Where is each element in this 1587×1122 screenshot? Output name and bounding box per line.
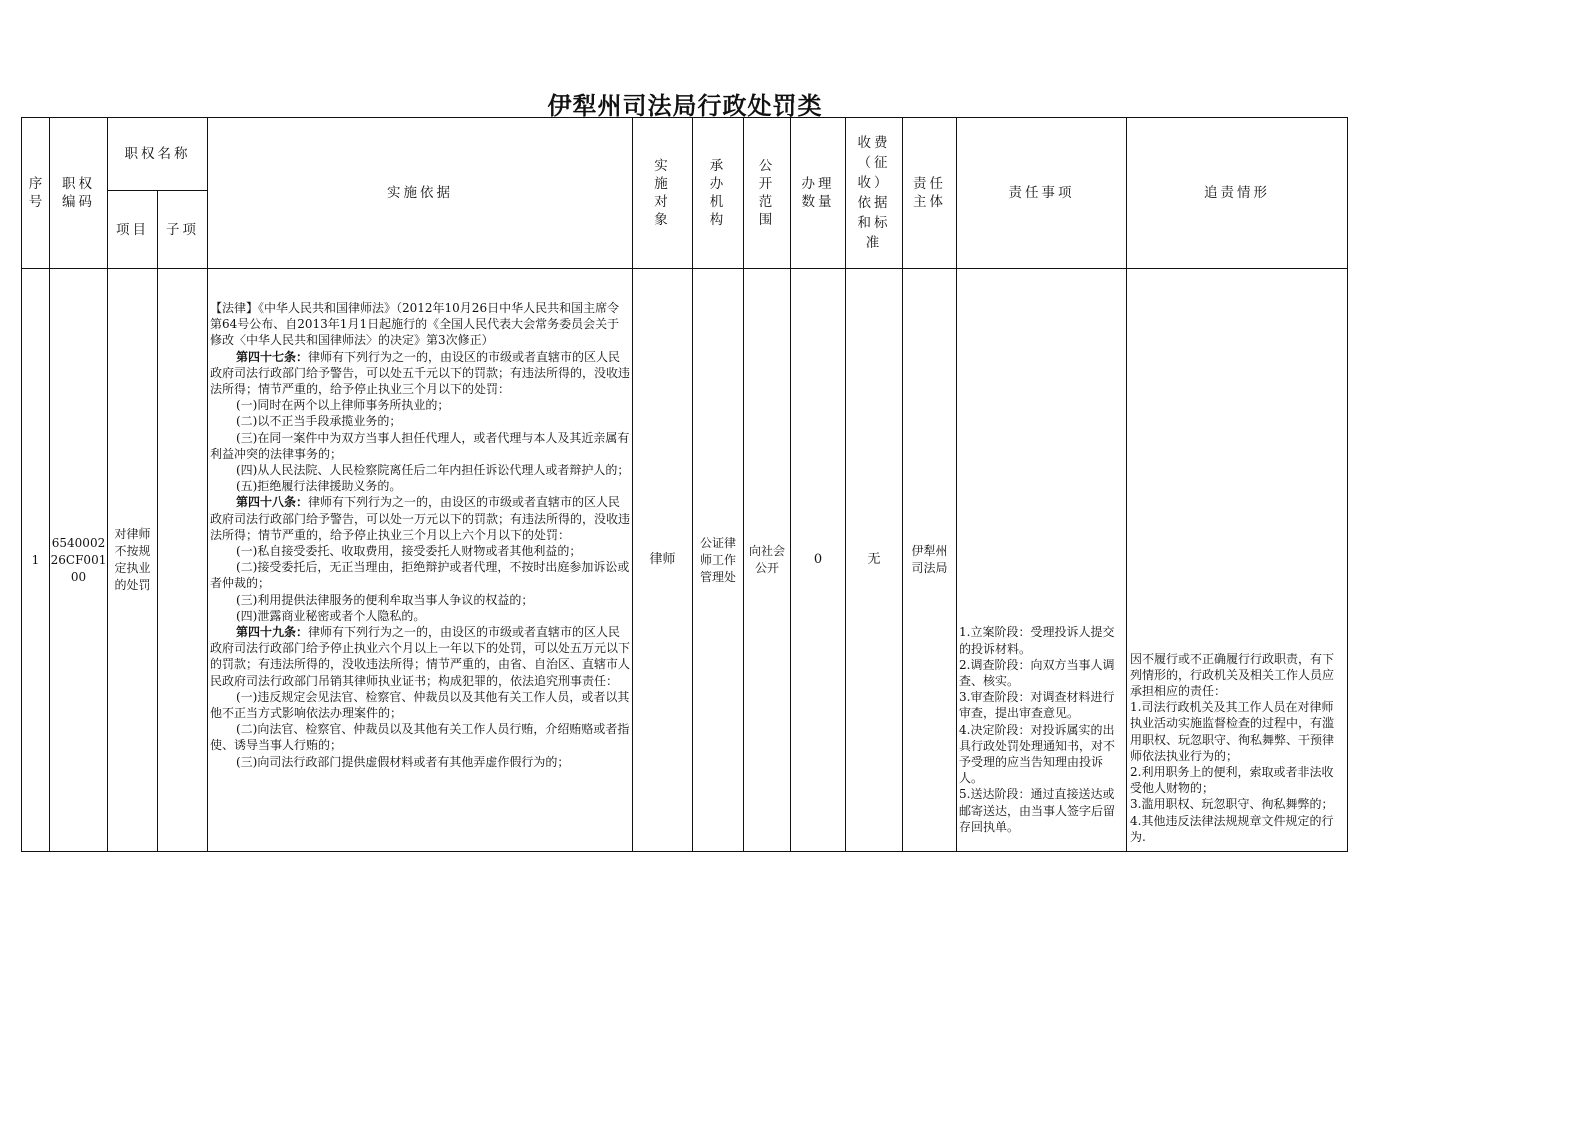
list-item: (二)接受委托后，无正当理由，拒绝辩护或者代理，不按时出庭参加诉讼或者仲裁的；	[210, 560, 630, 591]
list-item: 5.送达阶段：通过直接送达或邮寄送达，由当事人签字后留存回执单。	[959, 787, 1116, 834]
cell-count: 0	[791, 269, 846, 852]
header-duties: 责任事项	[957, 118, 1127, 269]
list-item: (三)利用提供法律服务的便利牟取当事人争议的权益的；	[236, 592, 534, 607]
list-item: 3.审查阶段：对调查材料进行审查，提出审查意见。	[959, 690, 1115, 721]
list-item: 3.滥用职权、玩忽职守、徇私舞弊的；	[1130, 797, 1334, 812]
basis-intro: 【法律】《中华人民共和国律师法》（2012年10月26日中华人民共和国主席令第64号公布、自2013年1月1日起施行的《全国人民代表大会常务委员会关于修改〈中华人民共和国律师法〉的决定》第3次修正）	[210, 301, 620, 348]
header-target: 实施对象	[633, 118, 693, 269]
list-item: 4.决定阶段：对投诉属实的出具行政处罚处理通知书，对不予受理的应当告知理由投诉人。	[959, 722, 1116, 786]
list-item: (四)从人民法院、人民检察院离任后二年内担任诉讼代理人或者辩护人的；	[236, 463, 630, 478]
cell-basis	[208, 269, 633, 852]
header-item: 项目	[108, 191, 158, 269]
article-49-text: 律师有下列行为之一的，由设区的市级或者直辖市的区人民政府司法行政部门给予停止执业六个月以上一年以下的处罚，可以处五万元以下的罚款；有违法所得的，没收违法所得；情节严重的，由省、自治区、直辖市人民政府司法行政部门吊销其律师执业证书；构成犯罪的，依法追究刑事责任：	[210, 625, 631, 688]
cell-code: 654000226CF00100	[50, 269, 108, 852]
list-item: (三)向司法行政部门提供虚假材料或者有其他弄虚作假行为的；	[236, 754, 570, 769]
cell-accountability	[1127, 269, 1348, 852]
cell-fee: 无	[846, 269, 903, 852]
header-fee: 收费（征收）依据和标准	[846, 118, 903, 269]
list-item: (五)拒绝履行法律援助义务的。	[236, 479, 402, 494]
basis-article-49	[210, 624, 630, 689]
header-subitem: 子项	[158, 191, 208, 269]
header-accountability: 追责情形	[1127, 118, 1348, 269]
header-name: 职权名称	[108, 118, 208, 191]
article-48-text: 律师有下列行为之一的，由设区的市级或者直辖市的区人民政府司法行政部门给予警告，可以处一万元以下的罚款；有违法所得的，没收违法所得；情节严重的，给予停止执业三个月以上六个月以下的处罚：	[210, 495, 631, 542]
article-47-label: 第四十七条：	[236, 349, 309, 364]
list-item: (三)在同一案件中为双方当事人担任代理人，或者代理与本人及其近亲属有利益冲突的法律事务的；	[210, 430, 630, 461]
list-item: 4.其他违反法律法规规章文件规定的行为.	[1130, 813, 1334, 844]
header-seq: 序号	[22, 118, 50, 269]
list-item: (二)以不正当手段承揽业务的；	[236, 414, 402, 429]
list-item: 1.司法行政机关及其工作人员在对律师执业活动实施监督检查的过程中，有滥用职权、玩忽职守、徇私舞弊、干预律师依法执业行为的；	[1130, 700, 1335, 763]
list-item: 2.利用职务上的便利，索取或者非法收受他人财物的；	[1130, 764, 1334, 796]
cell-subject: 伊犁州司法局	[903, 269, 957, 852]
article-47-text: 律师有下列行为之一的，由设区的市级或者直辖市的区人民政府司法行政部门给予警告，可以处五千元以下的罚款；有违法所得的，没收违法所得；情节严重的，给予停止执业三个月以下的处罚：	[210, 349, 631, 397]
list-item: (一)同时在两个以上律师事务所执业的；	[236, 398, 450, 413]
cell-subitem	[158, 269, 208, 852]
list-item: 2.调查阶段：向双方当事人调查、核实。	[959, 657, 1115, 688]
list-item: (一)私自接受委托、收取费用，接受委托人财物或者其他利益的；	[236, 544, 582, 559]
article-48-label: 第四十八条：	[236, 495, 309, 510]
header-code: 职权编码	[50, 118, 108, 269]
cell-seq: 1	[22, 269, 50, 852]
table-row	[22, 269, 1348, 852]
basis-article-47	[210, 349, 630, 398]
list-item: (二)向法官、检察官、仲裁员以及其他有关工作人员行贿，介绍贿赂或者指使、诱导当事人行贿的；	[210, 722, 630, 753]
header-basis: 实施依据	[208, 118, 633, 269]
cell-target: 律师	[633, 269, 693, 852]
list-item: (一)违反规定会见法官、检察官、仲裁员以及其他有关工作人员，或者以其他不正当方式影响依法办理案件的；	[210, 689, 630, 721]
power-list-table	[21, 117, 1348, 852]
cell-duties	[957, 269, 1127, 852]
cell-item: 对律师不按规定执业的处罚	[108, 269, 158, 852]
article-49-label: 第四十九条：	[236, 625, 309, 640]
list-item: 因不履行或不正确履行行政职责，有下列情形的，行政机关及相关工作人员应承担相应的责任：	[1130, 651, 1335, 698]
cell-agency: 公证律师工作管理处	[693, 269, 744, 852]
header-agency: 承办机构	[693, 118, 744, 269]
header-subject: 责任主体	[903, 118, 957, 269]
header-scope: 公开范围	[744, 118, 791, 269]
header-count: 办理数量	[791, 118, 846, 269]
list-item: (四)泄露商业秘密或者个人隐私的。	[236, 608, 426, 623]
cell-scope: 向社会公开	[744, 269, 791, 852]
document-title: 伊犁州司法局行政处罚类	[547, 92, 823, 120]
basis-article-48	[210, 494, 630, 543]
list-item: 1.立案阶段：受理投诉人提交的投诉材料。	[959, 625, 1115, 656]
